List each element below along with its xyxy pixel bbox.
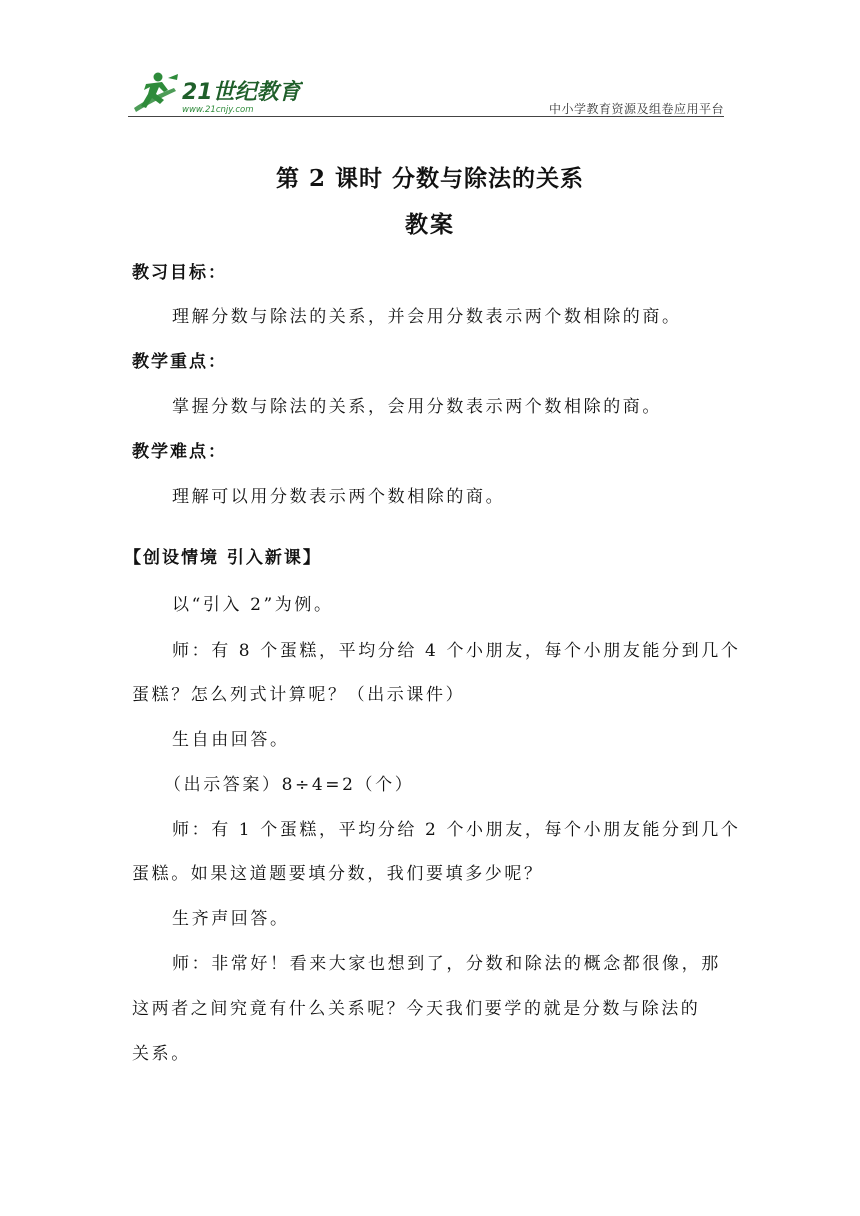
body-line: 师：有 1 个蛋糕，平均分给 2 个小朋友，每个小朋友能分到几个 (172, 820, 741, 840)
section-heading: 【创设情境 引入新课】 (124, 548, 322, 568)
body-line: 关系。 (132, 1044, 191, 1064)
body-line: （出示答案）8÷4=2（个） (164, 775, 415, 795)
doc-title: 第 2 课时 分数与除法的关系 (275, 165, 585, 192)
platform-name: 中小学教育资源及组卷应用平台 (548, 102, 724, 116)
header-divider (128, 116, 724, 117)
brand-logo (128, 68, 303, 118)
page-header (128, 68, 724, 118)
key-points-heading: 教学重点： (132, 352, 227, 372)
body-line: 师：非常好！看来大家也想到了，分数和除法的概念都很像，那 (172, 954, 721, 974)
body-line: 蛋糕。如果这道题要填分数，我们要填多少呢？ (132, 864, 544, 884)
body-line: 这两者之间究竟有什么关系呢？今天我们要学的就是分数与除法的 (132, 999, 701, 1019)
logo-url: www.21cnjy.com (182, 105, 254, 115)
logo-text: 21世纪教育 (182, 80, 301, 105)
objectives-heading: 教习目标： (132, 263, 227, 283)
body-line: 以“引入 2”为例。 (172, 595, 334, 615)
body-line: 蛋糕？怎么列式计算呢？（出示课件） (132, 685, 466, 705)
key-points-text: 掌握分数与除法的关系，会用分数表示两个数相除的商。 (172, 397, 662, 417)
objectives-text: 理解分数与除法的关系，并会用分数表示两个数相除的商。 (172, 307, 682, 327)
difficulty-heading: 教学难点： (132, 442, 227, 462)
doc-subtitle: 教案 (405, 211, 455, 238)
difficulty-text: 理解可以用分数表示两个数相除的商。 (172, 487, 506, 507)
body-line: 生自由回答。 (172, 730, 290, 750)
body-line: 生齐声回答。 (172, 909, 290, 929)
body-line: 师：有 8 个蛋糕，平均分给 4 个小朋友，每个小朋友能分到几个 (172, 641, 741, 661)
